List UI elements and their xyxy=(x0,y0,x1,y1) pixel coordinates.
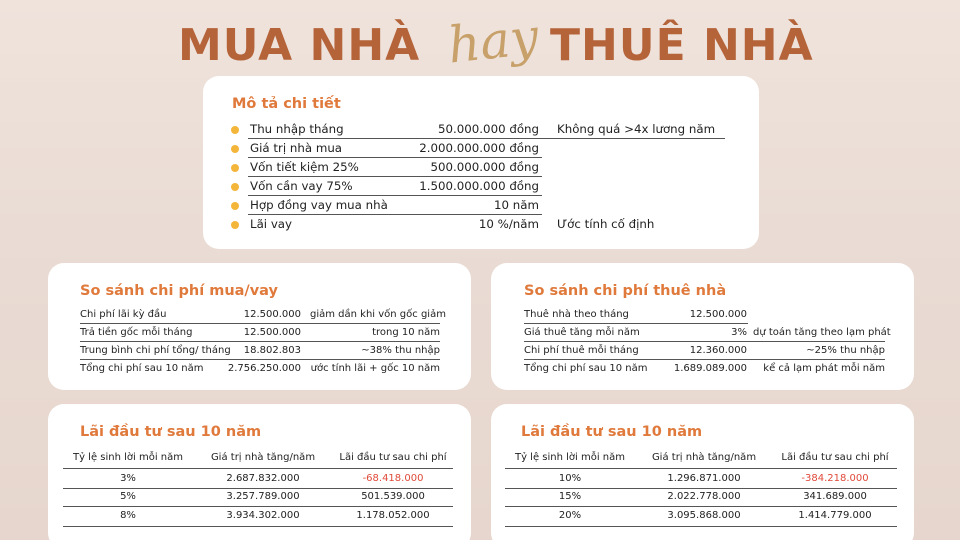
rent-note: kể cả lạm phát mỗi năm xyxy=(763,363,885,374)
buy-note: giảm dần khi vốn gốc giảm xyxy=(310,309,446,320)
invest-rent-rate: 10% xyxy=(558,473,582,484)
rent-heading: So sánh chi phí thuê nhà xyxy=(524,283,727,299)
detail-value: 10 năm xyxy=(494,198,539,212)
invest-rent-heading: Lãi đầu tư sau 10 năm xyxy=(521,424,703,440)
divider xyxy=(248,138,725,139)
bullet-icon xyxy=(231,164,239,172)
divider xyxy=(80,341,440,342)
title-part1: MUA NHÀ xyxy=(178,20,421,71)
invest-rent-value: 2.022.778.000 xyxy=(667,491,741,502)
divider xyxy=(63,488,453,489)
detail-value: 1.500.000.000 đồng xyxy=(419,179,539,193)
detail-label: Thu nhập tháng xyxy=(250,122,344,136)
buy-value: 2.756.250.000 xyxy=(227,363,301,374)
invest-rent-value: 1.296.871.000 xyxy=(667,473,741,484)
divider xyxy=(248,195,542,196)
buy-value: 12.500.000 xyxy=(243,327,301,338)
divider xyxy=(505,468,897,469)
rent-label: Tổng chi phí sau 10 năm xyxy=(524,363,648,374)
detail-value: 50.000.000 đồng xyxy=(438,122,539,136)
bullet-icon xyxy=(231,183,239,191)
invest-buy-rate: 3% xyxy=(120,473,136,484)
divider xyxy=(80,323,440,324)
rent-label: Giá thuê tăng mỗi năm xyxy=(524,327,640,338)
invest-buy-value: 3.934.302.000 xyxy=(226,510,300,521)
rent-value: 3% xyxy=(731,327,747,338)
invest-buy-profit: 501.539.000 xyxy=(361,491,425,502)
divider xyxy=(524,341,885,342)
detail-value: 500.000.000 đồng xyxy=(430,160,539,174)
invest-rent-profit: -384.218.000 xyxy=(801,473,869,484)
detail-value: 10 %/năm xyxy=(478,217,539,231)
invest-buy-header: Tỷ lệ sinh lời mỗi năm xyxy=(72,452,184,463)
divider xyxy=(63,506,453,507)
invest-rent-header: Tỷ lệ sinh lời mỗi năm xyxy=(514,452,626,463)
title-hay: hay xyxy=(445,7,542,75)
rent-note: dự toán tăng theo lạm phát xyxy=(753,327,891,338)
rent-value: 12.500.000 xyxy=(689,309,747,320)
buy-label: Chi phí lãi kỳ đầu xyxy=(80,309,167,320)
invest-buy-value: 3.257.789.000 xyxy=(226,491,300,502)
divider xyxy=(505,488,897,489)
detail-value: 2.000.000.000 đồng xyxy=(419,141,539,155)
buy-value: 18.802.803 xyxy=(243,345,301,356)
bullet-icon xyxy=(231,126,239,134)
divider xyxy=(248,214,542,215)
invest-buy-rate: 8% xyxy=(120,510,136,521)
rent-card xyxy=(491,263,914,390)
buy-label: Trung bình chi phí tổng/ tháng xyxy=(80,345,231,356)
invest-rent-profit: 341.689.000 xyxy=(803,491,867,502)
divider xyxy=(63,526,453,527)
invest-buy-header: Giá trị nhà tăng/năm xyxy=(210,452,316,463)
buy-label: Tổng chi phí sau 10 năm xyxy=(80,363,204,374)
divider xyxy=(63,468,453,469)
detail-label: Giá trị nhà mua xyxy=(250,141,343,155)
bullet-icon xyxy=(231,202,239,210)
detail-label: Lãi vay xyxy=(250,217,293,231)
rent-value: 12.360.000 xyxy=(689,345,747,356)
rent-value: 1.689.089.000 xyxy=(673,363,747,374)
invest-rent-profit: 1.414.779.000 xyxy=(798,510,872,521)
invest-rent-card xyxy=(491,404,914,540)
buy-note: ~38% thu nhập xyxy=(361,345,440,356)
buy-note: trong 10 năm xyxy=(372,327,440,338)
invest-rent-header: Lãi đầu tư sau chi phí xyxy=(781,452,889,463)
divider xyxy=(505,506,897,507)
rent-note: ~25% thu nhập xyxy=(806,345,885,356)
detail-note: Không quá >4x lương năm xyxy=(557,122,716,136)
divider xyxy=(248,157,542,158)
divider xyxy=(524,323,748,324)
detail-card xyxy=(203,76,759,249)
invest-buy-heading: Lãi đầu tư sau 10 năm xyxy=(80,424,262,440)
bullet-icon xyxy=(231,221,239,229)
divider xyxy=(80,359,440,360)
title-part2: THUÊ NHÀ xyxy=(550,20,814,71)
detail-label: Hợp đồng vay mua nhà xyxy=(250,198,388,212)
invest-buy-profit: -68.418.000 xyxy=(362,473,424,484)
divider xyxy=(524,359,885,360)
invest-rent-value: 3.095.868.000 xyxy=(667,510,741,521)
rent-label: Thuê nhà theo tháng xyxy=(524,309,629,320)
invest-buy-rate: 5% xyxy=(120,491,136,502)
detail-label: Vốn cần vay 75% xyxy=(250,179,353,193)
invest-buy-card xyxy=(48,404,471,540)
buy-heading: So sánh chi phí mua/vay xyxy=(80,283,278,299)
divider xyxy=(248,176,542,177)
page-title xyxy=(0,7,960,82)
detail-label: Vốn tiết kiệm 25% xyxy=(250,160,359,174)
bullet-icon xyxy=(231,145,239,153)
invest-buy-value: 2.687.832.000 xyxy=(226,473,300,484)
invest-buy-header: Lãi đầu tư sau chi phí xyxy=(339,452,447,463)
divider xyxy=(505,526,897,527)
detail-heading: Mô tả chi tiết xyxy=(232,96,341,112)
invest-buy-profit: 1.178.052.000 xyxy=(356,510,430,521)
buy-card xyxy=(48,263,471,390)
detail-note: Ước tính cố định xyxy=(557,217,655,231)
invest-rent-rate: 15% xyxy=(558,491,582,502)
buy-label: Trả tiền gốc mỗi tháng xyxy=(80,327,193,338)
rent-label: Chi phí thuê mỗi tháng xyxy=(524,345,639,356)
buy-value: 12.500.000 xyxy=(243,309,301,320)
invest-rent-header: Giá trị nhà tăng/năm xyxy=(651,452,757,463)
buy-note: ước tính lãi + gốc 10 năm xyxy=(310,363,440,374)
invest-rent-rate: 20% xyxy=(558,510,582,521)
